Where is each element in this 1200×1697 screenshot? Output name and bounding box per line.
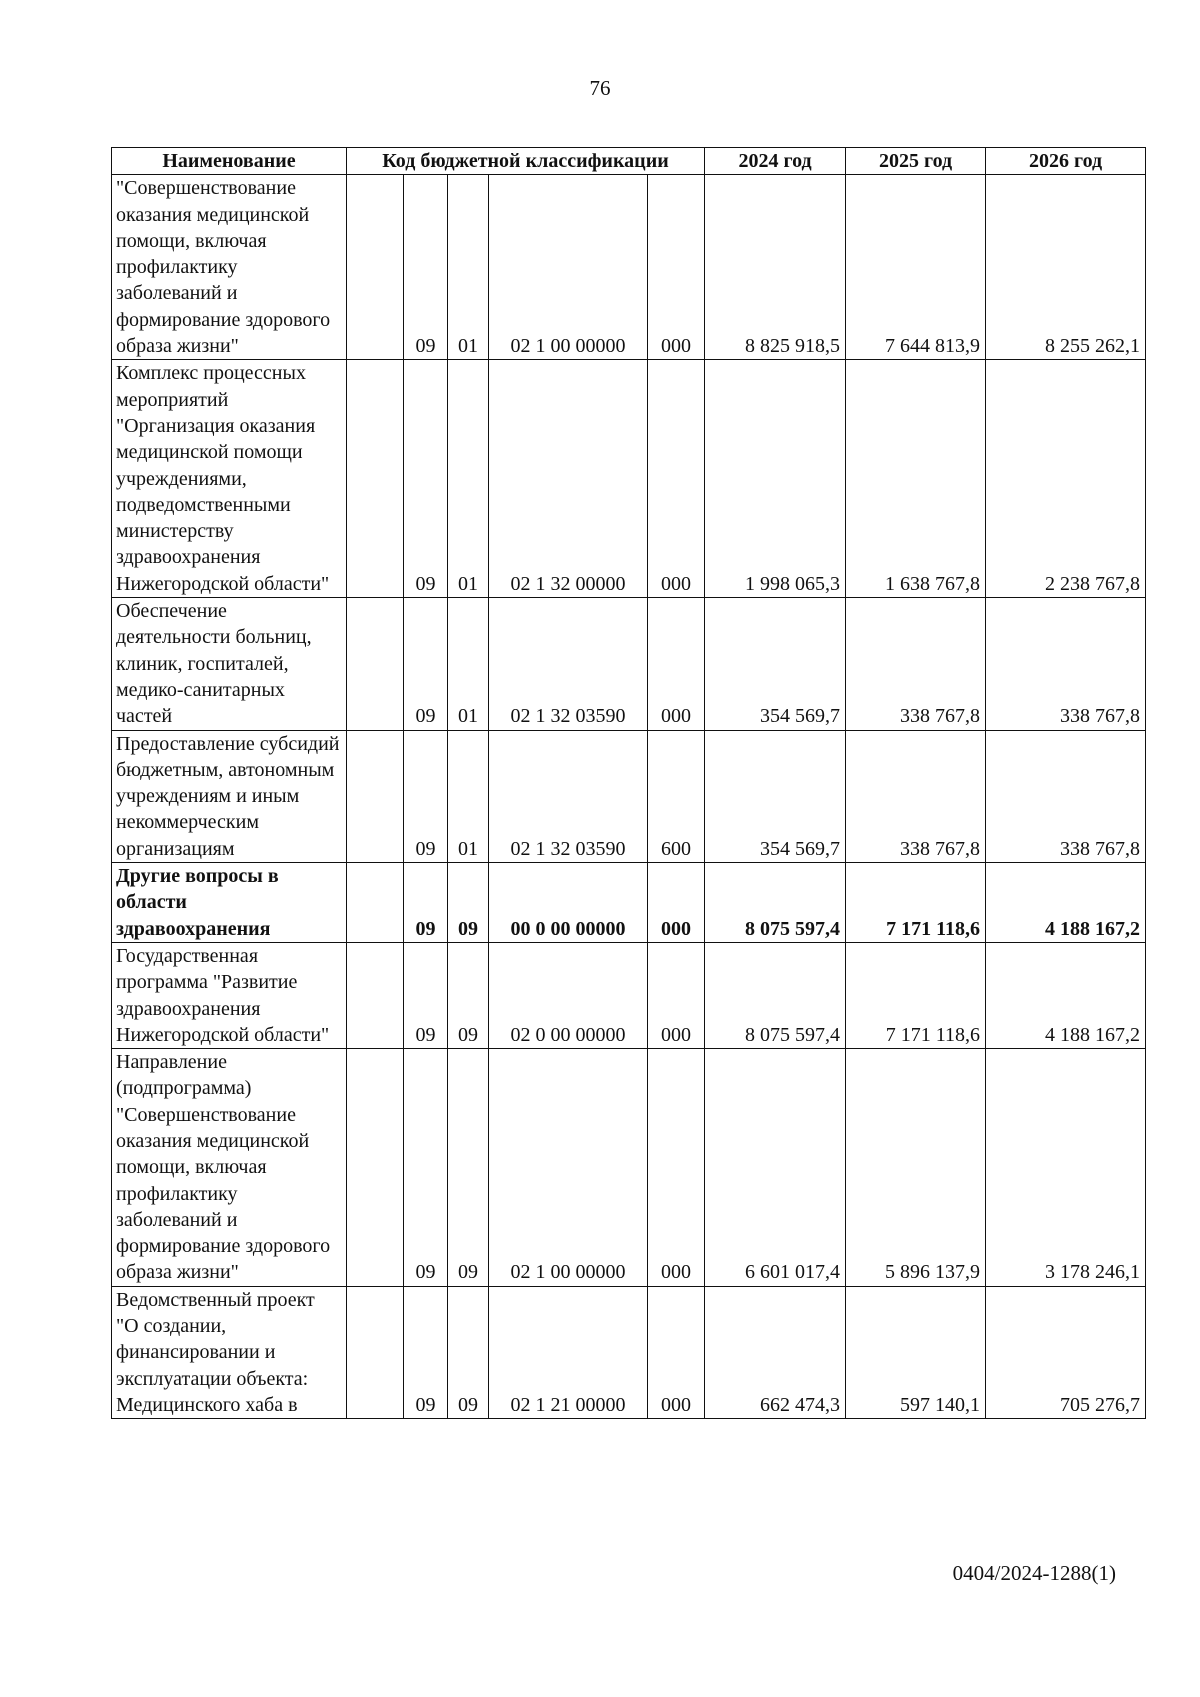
value-2025: 597 140,1 (846, 1286, 986, 1418)
value-2024: 8 075 597,4 (705, 942, 846, 1048)
value-2026: 338 767,8 (986, 598, 1146, 730)
value-2026: 705 276,7 (986, 1286, 1146, 1418)
row-name: Комплекс процессных мероприятий "Организация оказания медицинской помощи учреждениями, подведомственными министерству здравоохранения Нижегородской области" (112, 360, 347, 598)
code-blank (347, 175, 404, 360)
value-2025: 338 767,8 (846, 598, 986, 730)
code-target-article: 02 1 32 03590 (489, 730, 648, 862)
row-name: Другие вопросы в области здравоохранения (112, 863, 347, 943)
code-section: 09 (404, 730, 448, 862)
code-blank (347, 360, 404, 598)
value-2025: 5 896 137,9 (846, 1049, 986, 1287)
code-subsection: 01 (448, 730, 489, 862)
table-row (112, 360, 1146, 598)
code-target-article: 02 0 00 00000 (489, 942, 648, 1048)
code-blank (347, 863, 404, 943)
code-expense-type: 000 (648, 175, 705, 360)
header-2026: 2026 год (986, 148, 1146, 175)
code-target-article: 02 1 00 00000 (489, 1049, 648, 1287)
header-code: Код бюджетной классификации (347, 148, 705, 175)
code-expense-type: 000 (648, 1049, 705, 1287)
table-header-row (112, 148, 1146, 175)
value-2024: 662 474,3 (705, 1286, 846, 1418)
value-2026: 2 238 767,8 (986, 360, 1146, 598)
code-blank (347, 730, 404, 862)
code-target-article: 00 0 00 00000 (489, 863, 648, 943)
table-row (112, 863, 1146, 943)
code-subsection: 01 (448, 360, 489, 598)
value-2024: 8 075 597,4 (705, 863, 846, 943)
table-row (112, 942, 1146, 1048)
value-2025: 7 171 118,6 (846, 942, 986, 1048)
code-target-article: 02 1 21 00000 (489, 1286, 648, 1418)
code-blank (347, 942, 404, 1048)
code-target-article: 02 1 32 03590 (489, 598, 648, 730)
code-expense-type: 000 (648, 1286, 705, 1418)
table-row (112, 598, 1146, 730)
table-row (112, 1286, 1146, 1418)
code-expense-type: 000 (648, 863, 705, 943)
code-section: 09 (404, 863, 448, 943)
code-blank (347, 598, 404, 730)
table-row (112, 730, 1146, 862)
table-body (112, 175, 1146, 1419)
header-name: Наименование (112, 148, 347, 175)
value-2026: 8 255 262,1 (986, 175, 1146, 360)
table-row (112, 1049, 1146, 1287)
code-target-article: 02 1 32 00000 (489, 360, 648, 598)
code-subsection: 09 (448, 1286, 489, 1418)
code-section: 09 (404, 598, 448, 730)
value-2026: 4 188 167,2 (986, 863, 1146, 943)
row-name: Государственная программа "Развитие здравоохранения Нижегородской области" (112, 942, 347, 1048)
value-2026: 3 178 246,1 (986, 1049, 1146, 1287)
code-subsection: 01 (448, 175, 489, 360)
code-section: 09 (404, 175, 448, 360)
code-expense-type: 000 (648, 360, 705, 598)
code-subsection: 01 (448, 598, 489, 730)
code-section: 09 (404, 360, 448, 598)
value-2024: 6 601 017,4 (705, 1049, 846, 1287)
code-subsection: 09 (448, 1049, 489, 1287)
header-2025: 2025 год (846, 148, 986, 175)
page-number: 76 (589, 76, 611, 100)
table-row (112, 175, 1146, 360)
document-number: 0404/2024-1288(1) (952, 1561, 1116, 1585)
code-section: 09 (404, 942, 448, 1048)
value-2025: 1 638 767,8 (846, 360, 986, 598)
header-2024: 2024 год (705, 148, 846, 175)
code-subsection: 09 (448, 942, 489, 1048)
code-expense-type: 000 (648, 598, 705, 730)
code-section: 09 (404, 1049, 448, 1287)
code-target-article: 02 1 00 00000 (489, 175, 648, 360)
code-subsection: 09 (448, 863, 489, 943)
value-2026: 338 767,8 (986, 730, 1146, 862)
value-2024: 354 569,7 (705, 730, 846, 862)
code-expense-type: 000 (648, 942, 705, 1048)
value-2025: 7 644 813,9 (846, 175, 986, 360)
value-2025: 338 767,8 (846, 730, 986, 862)
value-2024: 1 998 065,3 (705, 360, 846, 598)
code-blank (347, 1286, 404, 1418)
row-name: "Совершенствование оказания медицинской помощи, включая профилактику заболеваний и формирование здорового образа жизни" (112, 175, 347, 360)
code-section: 09 (404, 1286, 448, 1418)
value-2024: 354 569,7 (705, 598, 846, 730)
row-name: Направление (подпрограмма) "Совершенствование оказания медицинской помощи, включая профилактику заболеваний и формирование здорового образа жизни" (112, 1049, 347, 1287)
row-name: Обеспечение деятельности больниц, клиник, госпиталей, медико-санитарных частей (112, 598, 347, 730)
code-expense-type: 600 (648, 730, 705, 862)
code-blank (347, 1049, 404, 1287)
value-2024: 8 825 918,5 (705, 175, 846, 360)
row-name: Ведомственный проект "О создании, финансировании и эксплуатации объекта: Медицинского хаба в (112, 1286, 347, 1418)
value-2026: 4 188 167,2 (986, 942, 1146, 1048)
row-name: Предоставление субсидий бюджетным, автономным учреждениям и иным некоммерческим организациям (112, 730, 347, 862)
value-2025: 7 171 118,6 (846, 863, 986, 943)
budget-table (111, 147, 1146, 1419)
